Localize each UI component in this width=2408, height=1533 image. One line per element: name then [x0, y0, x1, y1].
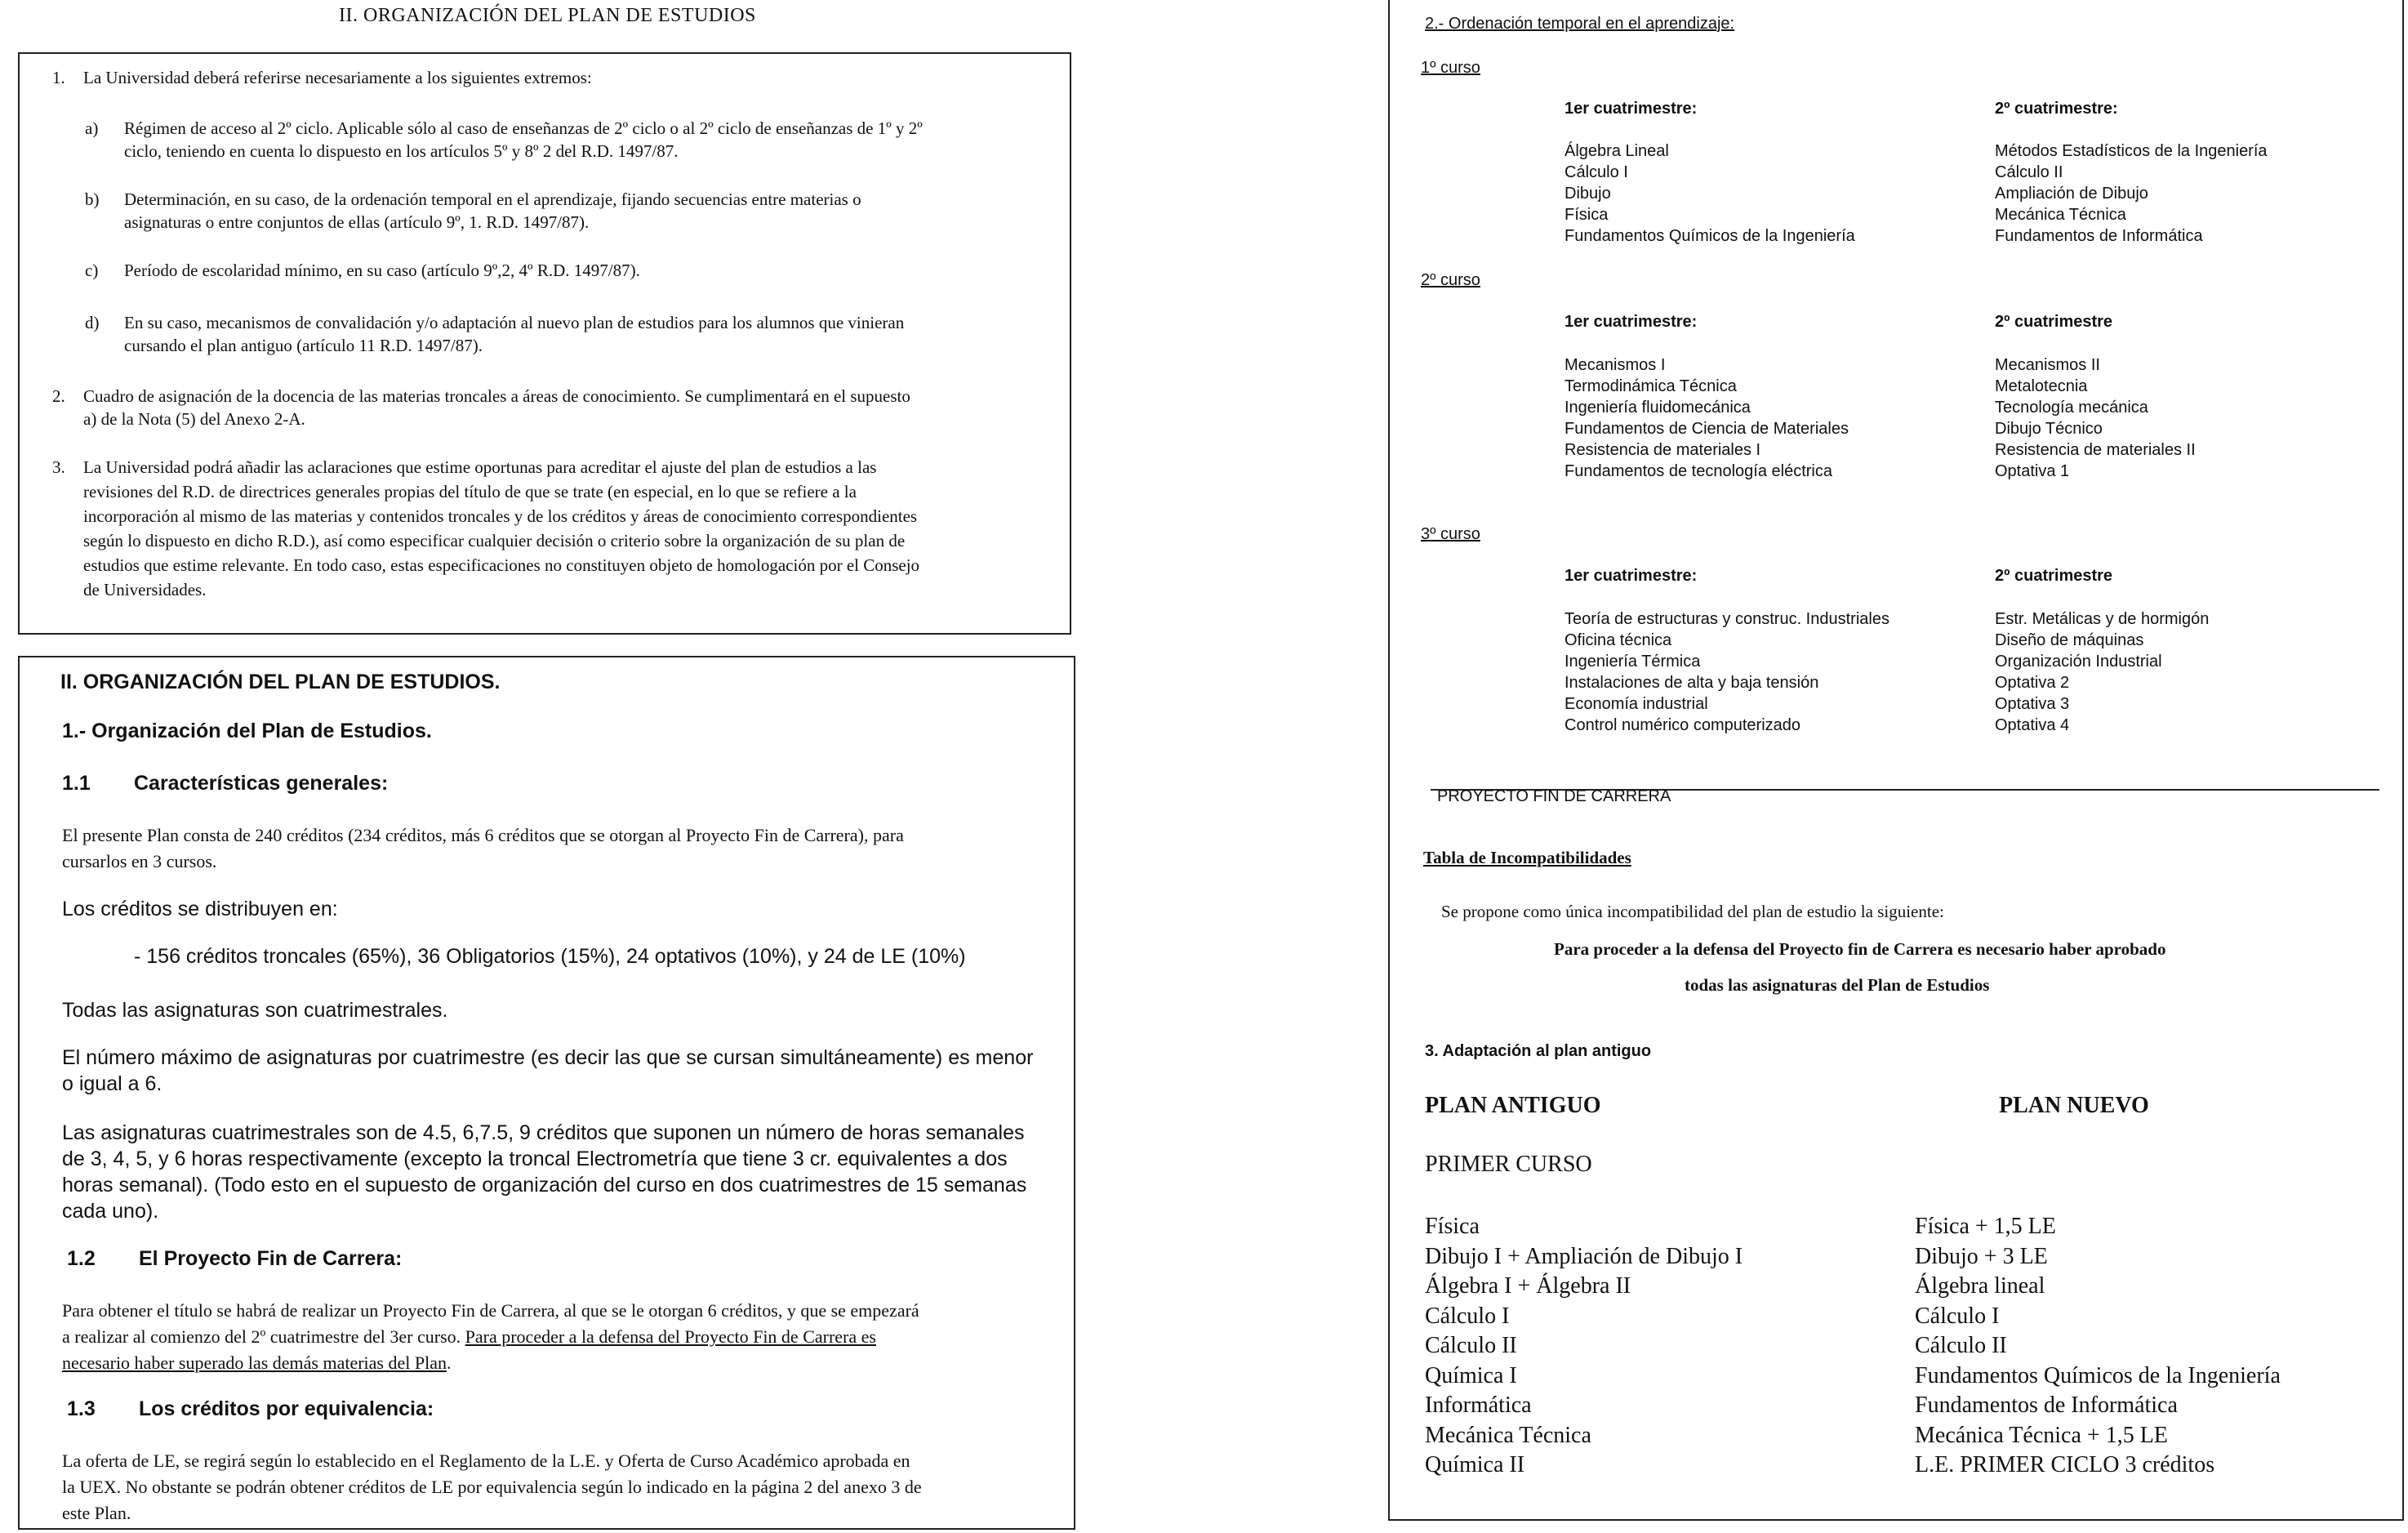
new-subject: Álgebra lineal	[1915, 1273, 2045, 1299]
paragraph-line: Para proceder a la defensa del Proyecto fin de Carrera es necesario haber aprobado	[1554, 939, 2166, 959]
paragraph-line: Las asignaturas cuatrimestrales son de 4.5, 6,7.5, 9 créditos que suponen un número de horas semanales	[62, 1121, 1025, 1144]
item-text: incorporación al mismo de las materias y contenidos troncales y de los créditos y áreas de conocimiento correspondientes	[83, 506, 918, 526]
item-label: a)	[85, 118, 99, 138]
new-plan-list	[1915, 1212, 2281, 1481]
subject-list	[1995, 140, 2268, 247]
subject-item: Economía industrial	[1565, 695, 1708, 713]
item-label: b)	[85, 189, 100, 209]
subsection-heading: El Proyecto Fin de Carrera:	[139, 1247, 403, 1270]
subject-item: Mecanismos I	[1565, 356, 1666, 374]
old-subject: Física	[1425, 1214, 1480, 1239]
subject-item: Resistencia de materiales I	[1565, 441, 1761, 459]
item-text: La Universidad deberá referirse necesariamente a los siguientes extremos:	[83, 68, 592, 87]
text-run: a realizar al comienzo del 2º cuatrimestre del 3er curso.	[62, 1326, 465, 1347]
subject-item: Métodos Estadísticos de la Ingeniería	[1995, 142, 2268, 160]
course-heading: PRIMER CURSO	[1425, 1152, 1592, 1177]
paragraph-line: Para obtener el título se habrá de realizar un Proyecto Fin de Carrera, al que se le otorgan 6 créditos, y que se empezará	[62, 1300, 919, 1321]
item-text: asignaturas o entre conjuntos de ellas (artículo 9º, 1. R.D. 1497/87).	[124, 212, 590, 232]
new-subject: L.E. PRIMER CICLO 3 créditos	[1915, 1452, 2215, 1477]
item-text: revisiones del R.D. de directrices generales propias del título de que se trate (en especial, en lo que se refiere a la	[83, 482, 857, 501]
item-text: Período de escolaridad mínimo, en su caso (artículo 9º,2, 4º R.D. 1497/87).	[124, 261, 640, 280]
subject-list	[1565, 354, 1849, 482]
item-text: cursando el plan antiguo (artículo 11 R.D. 1497/87).	[124, 336, 483, 355]
semester-heading: 2º cuatrimestre	[1995, 567, 2113, 585]
paragraph-line: La oferta de LE, se regirá según lo establecido en el Reglamento de la L.E. y Oferta de Curso Académico aprobada en	[62, 1451, 910, 1471]
section-heading: II. ORGANIZACIÓN DEL PLAN DE ESTUDIOS.	[60, 671, 501, 693]
paragraph-line: El presente Plan consta de 240 créditos (234 créditos, más 6 créditos que se otorgan al Proyecto Fin de Carrera), para	[62, 825, 904, 845]
paragraph-line: cada uno).	[62, 1200, 159, 1223]
plan-organization-box	[18, 656, 1075, 1530]
subject-item: Mecanismos II	[1995, 356, 2100, 374]
credits-distribution: - 156 créditos troncales (65%), 36 Obligatorios (15%), 24 optativos (10%), y 24 de LE (10%)	[134, 945, 966, 968]
paragraph-line: de 3, 4, 5, y 6 horas respectivamente (excepto la troncal Electrometría que tiene 3 cr. equivalentes a dos	[62, 1148, 1008, 1170]
section-heading: 2.- Ordenación temporal en el aprendizaje:	[1425, 15, 1735, 33]
item-label: c)	[85, 261, 99, 280]
course-title: 3º curso	[1421, 525, 1480, 543]
item-label: d)	[85, 313, 100, 332]
item-text: La Universidad podrá añadir las aclaraciones que estime oportunas para acreditar el ajuste del plan de estudios a las	[83, 457, 877, 477]
subject-item: Control numérico computerizado	[1565, 716, 1801, 734]
subject-item: Teoría de estructuras y construc. Industriales	[1565, 610, 1889, 628]
section-heading: 1.- Organización del Plan de Estudios.	[62, 720, 432, 742]
paragraph-line: Se propone como única incompatibilidad del plan de estudio la siguiente:	[1441, 902, 1944, 921]
subject-item: Fundamentos de Informática	[1995, 227, 2203, 245]
paragraph-line: El número máximo de asignaturas por cuatrimestre (es decir las que se cursan simultáneamente) es menor	[62, 1046, 1034, 1069]
course-title: 2º curso	[1421, 271, 1480, 289]
course-title: 1º curso	[1421, 59, 1480, 77]
item-text: ciclo, teniendo en cuenta lo dispuesto en los artículos 5º y 8º 2 del R.D. 1497/87.	[124, 141, 679, 161]
semester-heading: 1er cuatrimestre:	[1565, 100, 1698, 118]
final-project-label: PROYECTO FIN DE CARRERA	[1437, 787, 1671, 805]
text-run: .	[446, 1353, 452, 1373]
old-subject: Química II	[1425, 1452, 1525, 1477]
item-number: 2.	[52, 386, 65, 406]
subject-list	[1565, 608, 1889, 736]
subject-item: Optativa 4	[1995, 716, 2070, 734]
paragraph-line: Todas las asignaturas son cuatrimestrales.	[62, 999, 448, 1022]
subject-item: Cálculo II	[1995, 163, 2063, 181]
paragraph-line: o igual a 6.	[62, 1072, 162, 1095]
subject-item: Resistencia de materiales II	[1995, 441, 2196, 459]
subject-item: Ampliación de Dibujo	[1995, 185, 2148, 203]
old-subject: Dibujo I + Ampliación de Dibujo I	[1425, 1243, 1743, 1269]
paragraph-line: cursarlos en 3 cursos.	[62, 851, 217, 871]
old-subject: Informática	[1425, 1393, 1532, 1418]
underlined-text: necesario haber superado las demás materias del Plan	[62, 1353, 447, 1373]
item-text: estudios que estime relevante. En todo caso, estas especificaciones no constituyen objeto de homologación por el Consejo	[83, 555, 920, 575]
new-subject: Mecánica Técnica + 1,5 LE	[1915, 1422, 2168, 1448]
subject-item: Organización Industrial	[1995, 653, 2162, 671]
paragraph-line: la UEX. No obstante se podrán obtener créditos de LE por equivalencia según lo indicado en la página 2 del anexo 3 de	[62, 1477, 922, 1497]
paragraph-line: todas las asignaturas del Plan de Estudios	[1685, 975, 1990, 995]
page-title: II. ORGANIZACIÓN DEL PLAN DE ESTUDIOS	[339, 5, 756, 26]
paragraph-line: Los créditos se distribuyen en:	[62, 898, 338, 920]
subject-list	[1995, 608, 2209, 736]
item-text: a) de la Nota (5) del Anexo 2-A.	[83, 409, 305, 429]
instructions-box	[18, 52, 1071, 635]
subject-item: Tecnología mecánica	[1995, 399, 2148, 417]
subject-item: Álgebra Lineal	[1565, 142, 1669, 160]
subsection-number: 1.1	[62, 772, 91, 795]
new-subject: Cálculo I	[1915, 1303, 2000, 1329]
semester-heading: 2º cuatrimestre:	[1995, 100, 2118, 118]
subject-item: Ingeniería fluidomecánica	[1565, 399, 1751, 417]
new-subject: Cálculo II	[1915, 1333, 2007, 1358]
old-subject: Cálculo I	[1425, 1303, 1510, 1329]
subject-item: Cálculo I	[1565, 163, 1628, 181]
subsection-number: 1.2	[67, 1247, 96, 1270]
subject-item: Optativa 3	[1995, 695, 2070, 713]
subject-item: Estr. Metálicas y de hormigón	[1995, 610, 2210, 628]
semester-heading: 1er cuatrimestre:	[1565, 567, 1698, 585]
old-subject: Química I	[1425, 1362, 1517, 1388]
subsection-heading: Características generales:	[134, 772, 389, 795]
paragraph-line	[62, 1350, 451, 1376]
subject-item: Oficina técnica	[1565, 631, 1672, 649]
subject-item: Fundamentos Químicos de la Ingeniería	[1565, 227, 1855, 245]
paragraph-line	[62, 1324, 876, 1350]
subsection-heading: Los créditos por equivalencia:	[139, 1397, 434, 1420]
subject-item: Ingeniería Térmica	[1565, 653, 1701, 671]
subsection-number: 1.3	[67, 1397, 96, 1420]
item-text: Régimen de acceso al 2º ciclo. Aplicable sólo al caso de enseñanzas de 2º ciclo o al 2º ciclo de enseñanzas de 1º y 2º	[124, 118, 923, 138]
item-number: 3.	[52, 457, 65, 477]
subject-item: Dibujo Técnico	[1995, 420, 2103, 438]
subject-item: Física	[1565, 206, 1609, 224]
old-subject: Mecánica Técnica	[1425, 1422, 1591, 1448]
plan-new-heading: PLAN NUEVO	[1999, 1093, 2149, 1118]
paragraph-line: horas semanal). (Todo esto en el supuesto de organización del curso en dos cuatrimestres de 15 semanas	[62, 1174, 1027, 1197]
subject-item: Metalotecnia	[1995, 377, 2088, 395]
old-plan-list	[1425, 1212, 1743, 1481]
item-text: según lo dispuesto en dicho R.D.), así como especificar cualquier decisión o criterio sobre la organización de su plan de	[83, 531, 906, 550]
incompatibilities-heading: Tabla de Incompatibilidades	[1423, 848, 1631, 867]
paragraph-line: este Plan.	[62, 1503, 131, 1523]
new-subject: Fundamentos de Informática	[1915, 1393, 2178, 1418]
subject-item: Fundamentos de tecnología eléctrica	[1565, 462, 1832, 480]
section-heading: 3. Adaptación al plan antiguo	[1425, 1042, 1652, 1060]
subject-item: Optativa 1	[1995, 462, 2070, 480]
subject-item: Fundamentos de Ciencia de Materiales	[1565, 420, 1849, 438]
subject-list	[1995, 354, 2196, 482]
semester-heading: 2º cuatrimestre	[1995, 313, 2113, 331]
new-subject: Fundamentos Químicos de la Ingeniería	[1915, 1362, 2281, 1388]
subject-item: Termodinámica Técnica	[1565, 377, 1737, 395]
item-text: Determinación, en su caso, de la ordenación temporal en el aprendizaje, fijando secuencias entre materias o	[124, 189, 861, 209]
subject-item: Optativa 2	[1995, 674, 2070, 692]
subject-list	[1565, 140, 1855, 247]
old-subject: Álgebra I + Álgebra II	[1425, 1273, 1631, 1299]
item-text: de Universidades.	[83, 580, 207, 599]
new-subject: Dibujo + 3 LE	[1915, 1243, 2048, 1269]
item-number: 1.	[52, 68, 65, 87]
underlined-text: Para proceder a la defensa del Proyecto Fin de Carrera es	[465, 1326, 876, 1347]
subject-item: Dibujo	[1565, 185, 1611, 203]
item-text: Cuadro de asignación de la docencia de las materias troncales a áreas de conocimiento. Se cumplimentará en el supuesto	[83, 386, 910, 406]
new-subject: Física + 1,5 LE	[1915, 1214, 2056, 1239]
old-subject: Cálculo II	[1425, 1333, 1517, 1358]
subject-item: Mecánica Técnica	[1995, 206, 2126, 224]
plan-old-heading: PLAN ANTIGUO	[1425, 1093, 1601, 1118]
subject-item: Instalaciones de alta y baja tensión	[1565, 674, 1819, 692]
item-text: En su caso, mecanismos de convalidación y/o adaptación al nuevo plan de estudios para los alumnos que vinieran	[124, 313, 905, 332]
semester-heading: 1er cuatrimestre:	[1565, 313, 1698, 331]
subject-item: Diseño de máquinas	[1995, 631, 2144, 649]
